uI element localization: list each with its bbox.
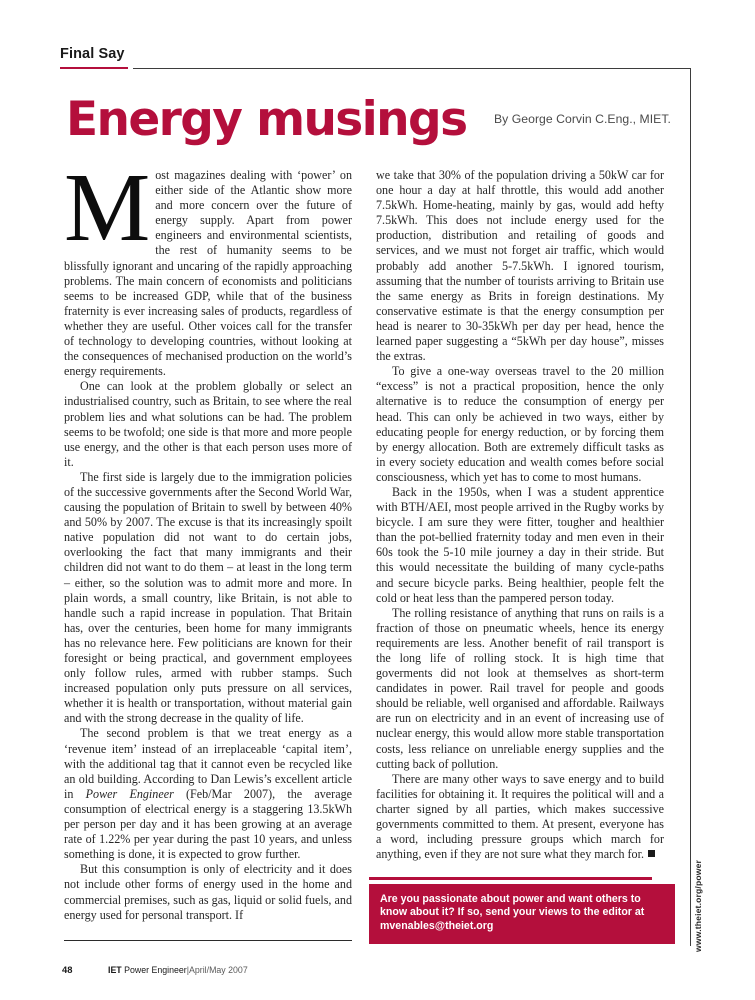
callout-top-rule [369,877,652,880]
page-footer [62,964,248,975]
section-header-rule [60,67,128,69]
paragraph-text-before-italic: The second problem is that we treat energy as a ‘revenue item’ instead of an irreplaceable ‘capital item’, with the additional tag that it cannot even be recycled like an old building. According to Dan Lewis’s excellent article in [64,726,352,801]
body-column-left [64,154,352,923]
paragraph [64,470,352,727]
page-title: Energy musings [66,92,467,147]
paragraph [64,154,352,379]
paragraph-text-after-italic: (Feb/Mar 2007), the average consumption of electrical energy is a staggering 13.5kWh per person per day and it has been growing at an average rate of 1.22% per year during the past 10 years, and unless something is done, it is expected to grow further. [64,786,352,862]
section-header-label: Final Say [60,46,125,62]
paragraph [64,862,352,922]
footer-brand: IET [108,965,122,975]
paragraph-text: To give a one-way overseas travel to the 20 million “excess” is not a practical proposition, hence the only alternative is to reduce the consumption of energy per head. This can only be achieved in two ways, either by educating people for energy reduction, or by forcing them by energy allocation. Both are extremely difficult tasks as in every society education and wealth comes before social consciousness, which yet has to come to most humans. [376,364,664,484]
paragraph [376,364,664,485]
drop-cap: M [64,154,151,261]
footer-page-number: 48 [62,964,73,975]
paragraph-text: The rolling resistance of anything that runs on rails is a fraction of those on pneumatic wheels, hence its energy requirements are less. Another benefit of rail transport is the long life of rolling stock. It is high time that goverments did not look at themselves as short-term candidates in power. Rail travel for people and goods should be reliable, well organised and affordable. Railways are run on electricity and in an event of increasing use of nuclear energy, this would allow more stable transportation costs, less reliance on unreliable energy supplies and the cutting back of pollution. [376,605,664,771]
paragraph-text: There are many other ways to save energy and to build facilities for obtaining it. It requires the political will and a charter signed by all parties, which makes successive governments committed to them. At present, everyone has a word, including pressure groups which march for anything, even if they are not sure what they march for. [376,771,664,862]
section-header [60,47,150,69]
footer-publication: Power Engineer [124,965,187,975]
paragraph [64,379,352,470]
paragraph-text: we take that 30% of the population driving a 50kW car for one hour a day at half throttle, this would add another 7.5kWh. Home-heating, mainly by gas, would add hefty 7.5kWh. This does not include energy used for the production, distribution and retailing of goods and services, and we must not forget air traffic, which would probably add another 5-7.5kWh. I ignored tourism, assuming that the number of tourists arriving to Britain use the same energy as Brits in foreign destinations. My conservative estimate is that the energy consumption per head is nearer to 30-35kWh per day per head, hence the learned paper suggesting a “5kWh per day house”, misses the extras. [376,168,664,364]
editor-callout-box [369,884,675,944]
end-of-article-mark [648,850,655,857]
paragraph [376,168,664,364]
paragraph [376,772,664,863]
callout-text: Are you passionate about power and want others to know about it? If so, send your views to the editor at mvenables@theiet.org [380,893,645,932]
side-website-url: www.theiet.org/power [693,860,703,952]
footer-issue: April/May 2007 [189,965,248,975]
frame-top-rule [133,68,690,69]
paragraph-text: Back in the 1950s, when I was a student apprentice with BTH/AEI, most people arrived in the Rugby works by bicycle. I am sure they were fitter, tougher and healthier than the pot-bellied fraternity today and men even in their 60s took the 5-10 mile journey a day in their stride. But this would necessitate the building of many cycle-paths and secure bicycle parks. Being healthier, people felt the cold or heat less than the pampered person today. [376,484,664,605]
frame-right-rule [690,68,691,946]
paragraph-text: But this consumption is only of electricity and it does not include other forms of energy used in the home and commercial premises, such as gas, liquid or solid fuels, and energy used for personal transport. If [64,862,352,922]
column-bottom-rule [64,940,352,941]
byline: By George Corvin C.Eng., MIET. [494,112,671,126]
paragraph [376,485,664,606]
paragraph [64,726,352,862]
paragraph-text: ost magazines dealing with ‘power’ on either side of the Atlantic show more and more concern over the future of energy supply. Apart from power engineers and environmental scientists, the rest of humanity seems to be blissfully ignorant and uncaring of the rapidly approaching problems. The main concern of economists and politicians seems to be increased GDP, while that of the business fraternity is ever increasing sales of products, regardless of whether they are useful. Other voices call for the transfer of technology to developing countries, without looking at the consequences of mechanised production on the world’s energy requirements. [64,168,352,379]
body-column-right [376,168,664,862]
paragraph-text: One can look at the problem globally or select an industrialised country, such as Britain, to see where the real problem lies and what solutions can be had. The problem seems to be twofold; one side is that more and more people use energy, and the other is that each person uses more of it. [64,379,352,469]
footer-separator: | [186,965,190,975]
paragraph-text: The first side is largely due to the immigration policies of the successive governments after the Second World War, causing the population of Britain to swell by between 40% and 50% by 2007. The excuse is that its increasingly spoilt native population did not want to do certain jobs, overlooking the fact that many immigrants and their children did not want to do them – at least in the long term – either, so the solution was to admit more and more. In plain words, a small country, like Britain, is not able to handle such a rapid increase in population. That Britain has, over the centuries, been home for many immigrants has no relevance here. Few politicians are known for their foresight or being practical, and government employees only follow rules, armed with rubber stamps. Such increased population only puts pressure on all services, whether it is health or transportation, without material gain and with the strong decrease in the quality of life. [64,469,352,726]
publication-title-italic: Power Engineer [85,786,174,801]
paragraph [376,606,664,772]
